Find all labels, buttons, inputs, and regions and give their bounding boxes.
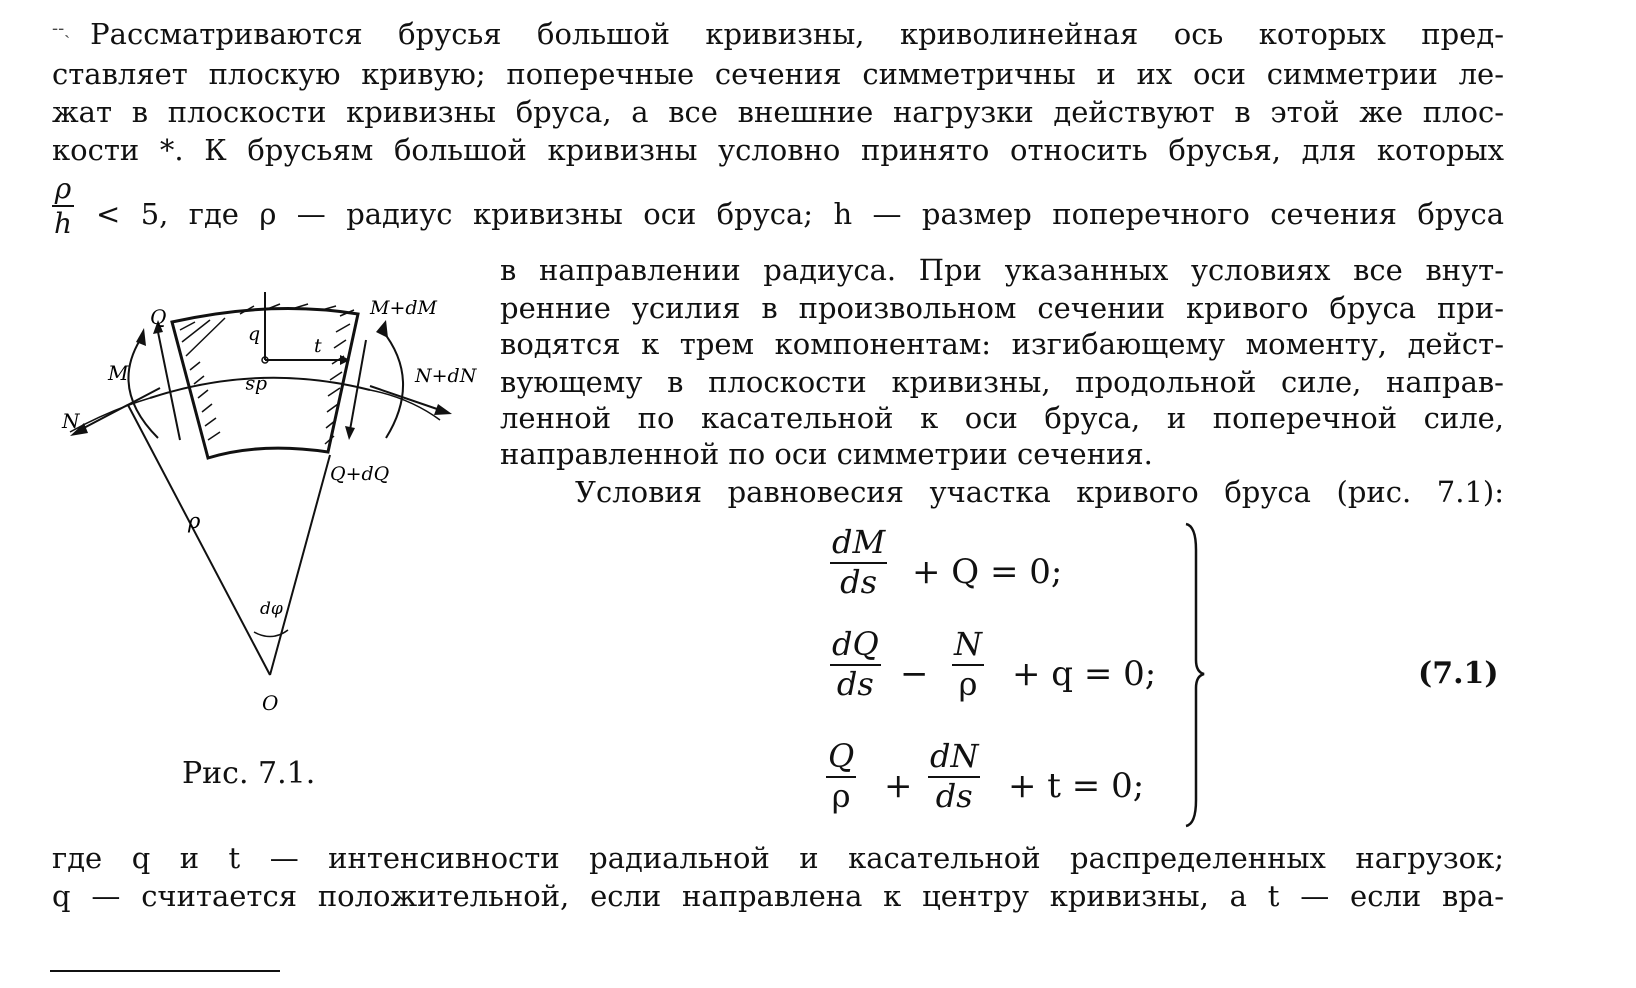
- after-line-1: где q и t — интенсивности радиальной и касательной распределенных нагрузок;: [52, 841, 1504, 875]
- system-brace: [1180, 520, 1210, 830]
- axis-arc-ext-right: [370, 390, 440, 420]
- radius-line-right: [270, 455, 330, 675]
- eq1-numerator: dM: [832, 523, 886, 561]
- Q-left-arrow: [158, 332, 180, 440]
- eq2-numerator-1: dQ: [832, 625, 879, 663]
- right-line-7: Условия равновесия участка кривого бруса (рис. 7.1):: [575, 475, 1504, 509]
- text-line-1: [52, 17, 1504, 51]
- eq3-fraction-1: [826, 737, 856, 815]
- label-MdM: M+dM: [370, 297, 437, 319]
- eq2-denominator-2: ρ: [958, 664, 978, 703]
- text-line-3: жат в плоскости кривизны бруса, а все внешние нагрузки действуют в этой же плос-: [52, 95, 1504, 129]
- equation-number: (7.1): [1418, 656, 1499, 691]
- label-QdQ: Q+dQ: [330, 463, 390, 485]
- eq1-denominator: ds: [840, 562, 878, 601]
- eq2-denominator-1: ds: [836, 664, 874, 703]
- MdM-moment-arc: [382, 330, 403, 438]
- dash-mark: ‐‐ˏ: [52, 18, 71, 39]
- eq3-numerator-2: dN: [930, 737, 979, 775]
- eq2-rest: + q = 0;: [1012, 654, 1157, 694]
- right-line-4: вующему в плоскости кривизны, продольной силе, направ-: [500, 365, 1504, 399]
- eq1-rest: + Q = 0;: [912, 552, 1063, 592]
- ratio-fraction: [52, 174, 74, 239]
- eq1-fraction: [830, 523, 887, 601]
- MdM-moment-head: [376, 320, 388, 338]
- text-line-4: кости *. К брусьям большой кривизны условно принято относить брусья, для которых: [52, 133, 1504, 167]
- figure-caption: Рис. 7.1.: [182, 756, 316, 791]
- M-moment-arc: [128, 340, 158, 438]
- footnote-rule: [50, 970, 280, 972]
- eq3-rest: + t = 0;: [1008, 766, 1145, 806]
- label-ds: ds: [245, 375, 267, 397]
- figure-curved-beam: [40, 270, 500, 730]
- NdN-arrow: [370, 386, 440, 410]
- eq2-fraction-2: [952, 625, 984, 703]
- right-line-6: направленной по оси симметрии сечения.: [500, 437, 1153, 471]
- eq3-denominator-1: ρ: [831, 776, 851, 815]
- eq2-fraction-1: [830, 625, 881, 703]
- eq3-numerator-1: Q: [828, 737, 855, 775]
- label-q: q: [248, 323, 261, 345]
- N-arrow: [80, 388, 160, 430]
- eq3-fraction-2: [928, 737, 980, 815]
- right-line-5: ленной по касательной к оси бруса, и поперечной силе,: [500, 401, 1504, 435]
- label-O: O: [262, 691, 279, 715]
- eq3-denominator-2: ds: [935, 776, 973, 815]
- label-rho: ρ: [188, 509, 201, 533]
- eq2-minus: −: [900, 654, 929, 694]
- NdN-arrow-head: [434, 404, 452, 415]
- ratio-denominator: h: [54, 207, 73, 241]
- label-t: t: [314, 335, 322, 357]
- label-M: M: [108, 361, 129, 385]
- text-line-1-content: Рассматриваются брусья большой кривизны, криволинейная ось которых пред-: [90, 17, 1504, 51]
- eq3-plus: +: [884, 766, 913, 806]
- text-line-2: ставляет плоскую кривую; поперечные сечения симметричны и их оси симметрии ле-: [52, 57, 1504, 91]
- QdQ-arrow-head: [345, 426, 355, 440]
- label-NdN: N+dN: [415, 365, 477, 387]
- label-Q: Q: [150, 305, 167, 329]
- label-N: N: [62, 409, 80, 433]
- eq2-numerator-2: N: [954, 625, 982, 663]
- right-line-3: водятся к трем компонентам: изгибающему моменту, дейст-: [500, 327, 1504, 361]
- text-line-5: < 5, где ρ — радиус кривизны оси бруса; h — размер поперечного сечения бруса: [96, 197, 1504, 231]
- after-line-2: q — считается положительной, если направлена к центру кривизны, а t — если вра-: [52, 879, 1504, 913]
- right-line-2: ренние усилия в произвольном сечении кривого бруса при-: [500, 291, 1504, 325]
- label-dphi: dφ: [260, 599, 283, 619]
- right-line-1: в направлении радиуса. При указанных условиях все внут-: [500, 253, 1504, 287]
- ratio-numerator: ρ: [54, 172, 72, 205]
